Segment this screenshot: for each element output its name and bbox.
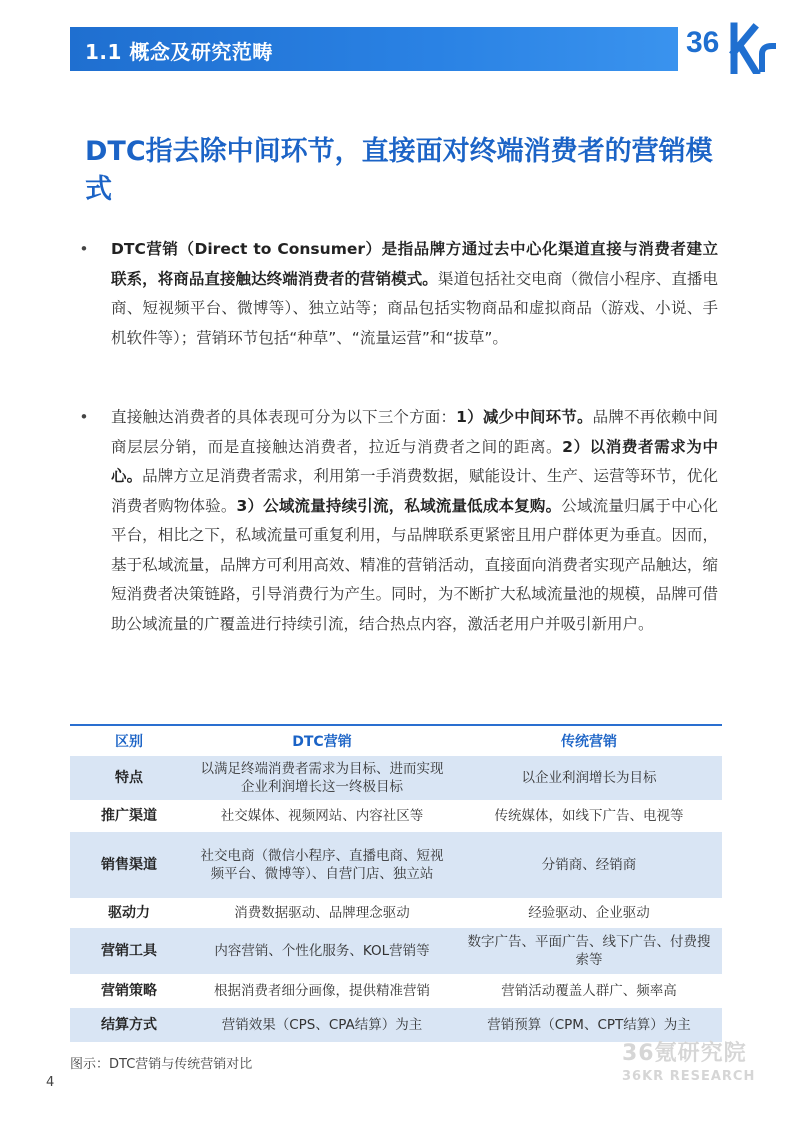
row-traditional: 营销预算（CPM、CPT结算）为主 [456,1008,722,1042]
table-header-row [70,725,722,756]
bullet-text-normal: 品牌不再依赖中间商层层分销，而是直接触达消费者，拉近与消费者之间的距离。 [111,408,718,456]
bullet-dot: • [79,240,89,258]
table-row [70,898,722,928]
row-dtc: 社交媒体、视频网站、内容社区等 [188,800,456,832]
row-dtc: 内容营销、个性化服务、KOL营销等 [188,928,456,974]
row-category: 特点 [70,756,188,800]
table-row [70,832,722,898]
bullet-text-bold: 1）减少中间环节。 [456,408,593,426]
table-row [70,800,722,832]
row-traditional: 以企业利润增长为目标 [456,756,722,800]
36kr-logo [684,18,780,74]
watermark-cn: 36氪研究院 [622,1041,747,1066]
row-dtc: 营销效果（CPS、CPA结算）为主 [188,1008,456,1042]
bullet-text-normal: 公域流量归属于中心化平台，相比之下，私域流量可重复利用，与品牌联系更紧密且用户群体更为垂直。因而，基于私域流量，品牌方可利用高效、精准的营销活动，直接面向消费者实现产品触达，缩短消费者决策链路，引导消费行为产生。同时，为不断扩大私域流量池的规模，品牌可借助公域流量的广覆盖进行持续引流，结合热点内容，激活老用户并吸引新用户。 [111,496,718,633]
table-row [70,974,722,1008]
watermark-en: 36KR RESEARCH [622,1069,756,1084]
row-traditional: 营销活动覆盖人群广、频率高 [456,974,722,1008]
bullet-text-normal: 渠道包括社交电商（微信小程序、直播电商、短视频平台、微博等）、独立站等；商品包括实物商品和虚拟商品（游戏、小说、手机软件等）；营销环节包括“种草”、“流量运营”和“拔草”。 [111,269,718,347]
bullet-text-bold: 2）以消费者需求为中心。 [111,437,718,485]
row-dtc: 消费数据驱动、品牌理念驱动 [188,898,456,928]
page-number: 4 [46,1075,55,1090]
bullet-text [111,403,718,639]
section-title: 1.1 概念及研究范畴 [85,40,273,64]
bullet-text-normal: 品牌方立足消费者需求，利用第一手消费数据，赋能设计、生产、运营等环节，优化消费者购物体验。 [111,467,718,515]
row-category: 销售渠道 [70,832,188,898]
row-dtc: 根据消费者细分画像，提供精准营销 [188,974,456,1008]
bullet-direct-reach [78,403,718,639]
row-category: 推广渠道 [70,800,188,832]
row-traditional: 数字广告、平面广告、线下广告、付费搜索等 [456,928,722,974]
table-row [70,928,722,974]
row-category: 营销工具 [70,928,188,974]
header-difference: 区别 [70,725,188,756]
bullet-text-normal: 直接触达消费者的具体表现可分为以下三个方面： [111,408,457,426]
row-category: 营销策略 [70,974,188,1008]
row-category: 结算方式 [70,1008,188,1042]
row-traditional: 分销商、经销商 [456,832,722,898]
header-traditional: 传统营销 [456,725,722,756]
bullet-text-bold: DTC营销（Direct to Consumer）是指品牌方通过去中心化渠道直接与消费者建立联系，将商品直接触达终端消费者的营销模式。 [111,240,718,288]
bullet-text-bold: 3）公域流量持续引流，私域流量低成本复购。 [236,496,562,515]
bullet-dtc-definition [78,235,718,353]
table-caption: 图示：DTC营销与传统营销对比 [70,1057,253,1072]
page-headline: DTC指去除中间环节，直接面对终端消费者的营销模式 [85,136,713,205]
bullet-text [111,235,718,353]
comparison-table [70,724,722,1042]
row-category: 驱动力 [70,898,188,928]
research-watermark [622,1036,755,1084]
row-dtc: 社交电商（微信小程序、直播电商、短视频平台、微博等）、自营门店、独立站 [188,832,456,898]
row-traditional: 传统媒体，如线下广告、电视等 [456,800,722,832]
row-dtc: 以满足终端消费者需求为目标、进而实现企业利润增长这一终极目标 [188,756,456,800]
svg-text:36: 36 [686,26,720,59]
row-traditional: 经验驱动、企业驱动 [456,898,722,928]
header-dtc: DTC营销 [188,725,456,756]
section-header-bar [70,27,678,71]
bullet-dot: • [79,408,89,426]
table-row [70,756,722,800]
